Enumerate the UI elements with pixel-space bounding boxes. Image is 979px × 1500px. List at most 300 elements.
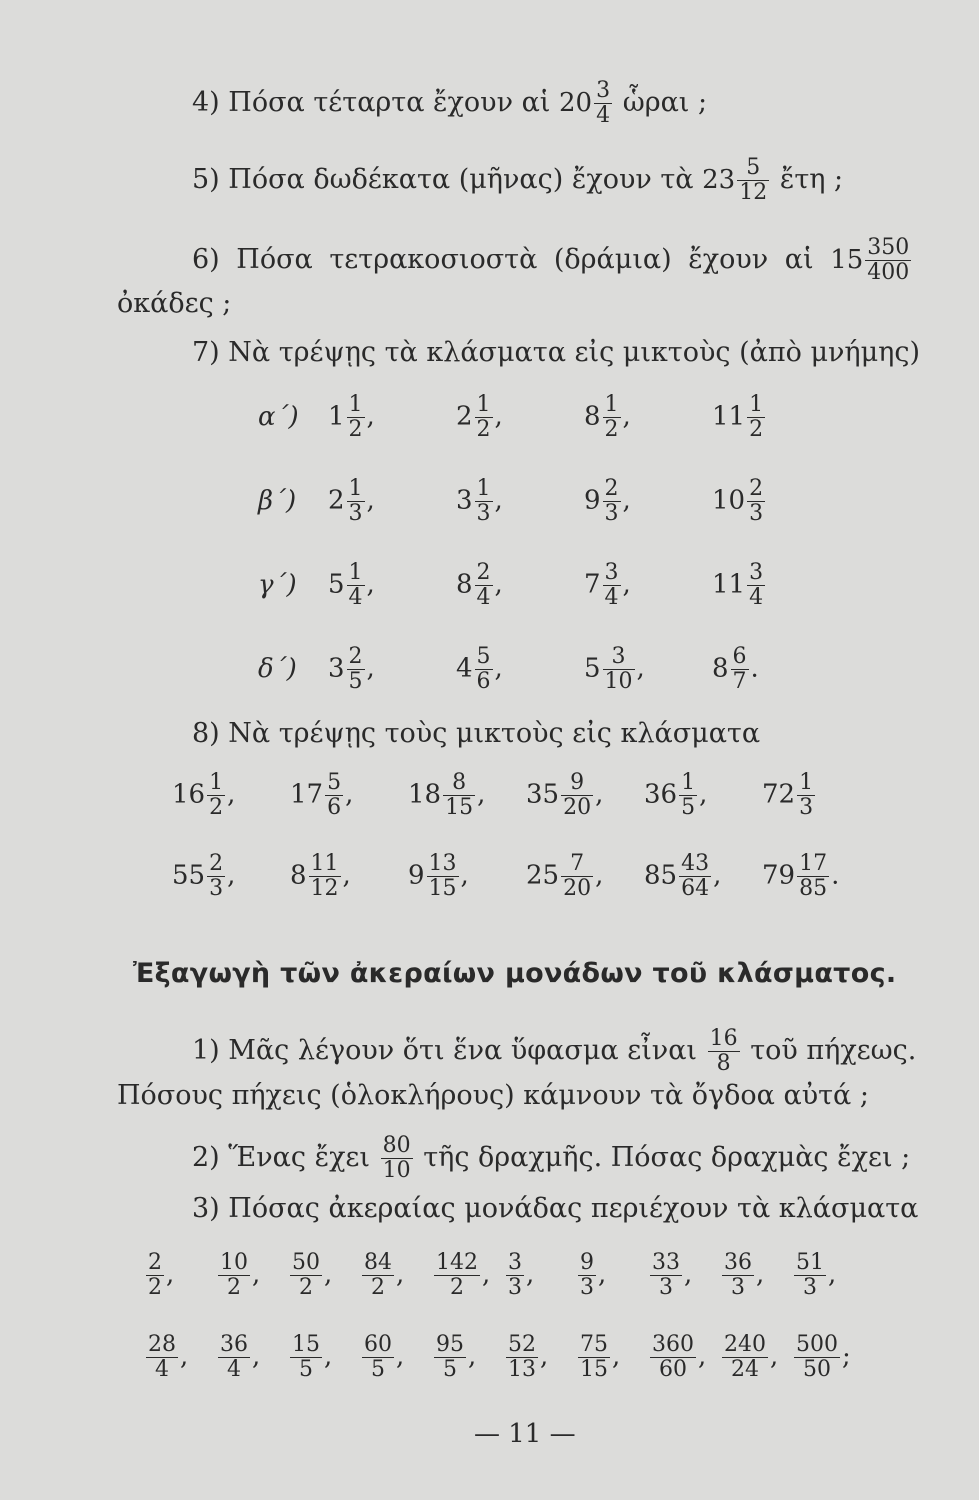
fraction-item: [144, 1333, 216, 1382]
exercise-row: [258, 393, 840, 442]
punctuation: ,: [345, 779, 354, 810]
numerator: 15: [292, 1332, 320, 1357]
punctuation: ,: [595, 779, 604, 810]
punctuation: ,: [366, 485, 375, 516]
punctuation: ,: [494, 653, 503, 684]
numerator: 13: [428, 851, 457, 876]
fraction: [290, 1251, 322, 1300]
punctuation: ,: [756, 1259, 765, 1290]
punctuation: ;: [842, 1341, 851, 1372]
mixed-whole: 5: [584, 653, 601, 684]
exercise-row: [144, 1333, 864, 1382]
denominator: 2: [476, 417, 491, 442]
fraction: [794, 1251, 826, 1300]
mixed-whole: 9: [408, 860, 425, 891]
section-heading: Ἐξαγωγὴ τῶν ἀκεραίων μονάδων τοῦ κλάσματος.: [133, 958, 897, 989]
denominator: 20: [563, 876, 592, 901]
punctuation: .: [750, 653, 759, 684]
mixed-number: [408, 852, 526, 901]
numerator: 1: [476, 392, 491, 417]
punctuation: ,: [713, 860, 722, 891]
denominator: 2: [209, 795, 224, 820]
fraction: [578, 1251, 596, 1300]
denominator: 2: [227, 1275, 241, 1300]
numerator: 2: [476, 560, 491, 585]
fraction: [309, 852, 341, 901]
mixed-number: [456, 561, 584, 610]
fraction-item: [360, 1333, 432, 1382]
mixed-number: [328, 477, 456, 526]
numerator: 240: [724, 1332, 766, 1357]
mixed-number: [172, 771, 290, 820]
punctuation: ,: [366, 653, 375, 684]
fraction: [290, 1333, 322, 1382]
punctuation: .: [831, 860, 840, 891]
punctuation: ,: [684, 1259, 693, 1290]
exercise-6-text: 6) Πόσα τετρακοσιοστὰ (δράμια) ἔχουν αἱ: [192, 244, 814, 275]
denominator: 20: [563, 795, 592, 820]
exercise-row: [172, 852, 880, 901]
fraction-item: [216, 1333, 288, 1382]
punctuation: ,: [622, 569, 631, 600]
numerator: 1: [348, 560, 363, 585]
mixed-whole: 72: [762, 779, 796, 810]
fraction: [603, 477, 621, 526]
mixed-number: [172, 852, 290, 901]
exercise-7-text: 7) Νὰ τρέψῃς τὰ κλάσματα εἰς μικτοὺς (ἀπὸ μνήμης): [192, 337, 920, 368]
denominator: 15: [580, 1357, 608, 1382]
mixed-number: [290, 771, 408, 820]
fraction-item: [648, 1251, 720, 1300]
fraction: [362, 1333, 394, 1382]
punctuation: ,: [252, 1259, 261, 1290]
punctuation: ,: [166, 1259, 175, 1290]
fraction: [475, 561, 493, 610]
fraction: $\frac{80}{10}$: [382, 1133, 411, 1183]
denominator: 3: [476, 501, 491, 526]
mixed-whole: 17: [290, 779, 324, 810]
denominator: 3: [731, 1275, 745, 1300]
mixed-whole: 55: [172, 860, 206, 891]
fraction: [722, 1333, 768, 1382]
fraction: [747, 561, 765, 610]
numerator: 2: [604, 476, 619, 501]
fraction-item: [288, 1251, 360, 1300]
denominator: 3: [580, 1275, 594, 1300]
fraction-item: [648, 1333, 720, 1382]
punctuation: ,: [324, 1341, 333, 1372]
fraction: [146, 1251, 164, 1300]
numerator: 60: [364, 1332, 392, 1357]
numerator: 11: [310, 851, 339, 876]
row-label: δ΄): [258, 653, 297, 684]
fraction: [794, 1333, 840, 1382]
mixed-whole: 35: [526, 779, 560, 810]
fraction: [747, 393, 765, 442]
fraction-item: [504, 1333, 576, 1382]
problem-2-text: 2) Ἕνας ἔχει: [192, 1142, 371, 1173]
denominator: 10: [604, 669, 633, 694]
numerator: 84: [364, 1250, 392, 1275]
punctuation: ,: [540, 1341, 549, 1372]
denominator: 3: [803, 1275, 817, 1300]
mixed-number: [644, 771, 762, 820]
fraction: $\frac{5}{12}$: [739, 155, 768, 205]
punctuation: ,: [252, 1341, 261, 1372]
numerator: 95: [436, 1332, 464, 1357]
numerator: 36: [220, 1332, 248, 1357]
fraction: [475, 393, 493, 442]
fraction: $\frac{3}{4}$: [596, 78, 611, 128]
punctuation: ,: [699, 779, 708, 810]
denominator: 2: [604, 417, 619, 442]
denominator: 2: [749, 417, 764, 442]
numerator: 1: [348, 476, 363, 501]
mixed-whole: 9: [584, 485, 601, 516]
mixed-whole: 18: [408, 779, 442, 810]
mixed-whole: 11: [712, 569, 746, 600]
punctuation: ,: [396, 1341, 405, 1372]
mixed-whole: 5: [328, 569, 345, 600]
mixed-number: [762, 771, 880, 820]
fraction: $\frac{350}{400}$: [867, 235, 910, 285]
exercise-5-text: 5) Πόσα δωδέκατα (μῆνας) ἔχουν τὰ: [192, 164, 694, 195]
numerator: 3: [604, 560, 619, 585]
fraction: [603, 561, 621, 610]
punctuation: ,: [636, 653, 645, 684]
exercise-4-text: 4) Πόσα τέταρτα ἔχουν αἱ: [192, 87, 551, 118]
fraction: [434, 1333, 466, 1382]
mixed-whole: 8: [712, 653, 729, 684]
fraction: [679, 852, 711, 901]
denominator: 4: [155, 1357, 169, 1382]
denominator: 3: [508, 1275, 522, 1300]
fraction: [325, 771, 343, 820]
fraction-item: [792, 1333, 864, 1382]
punctuation: ,: [494, 569, 503, 600]
fraction: [347, 477, 365, 526]
punctuation: ,: [324, 1259, 333, 1290]
fraction: [561, 771, 593, 820]
mixed-whole: 79: [762, 860, 796, 891]
row-label: γ΄): [258, 569, 297, 600]
mixed-whole: 1: [328, 401, 345, 432]
numerator: 7: [561, 852, 593, 877]
denominator: 12: [310, 876, 339, 901]
fraction: [603, 645, 635, 694]
exercise-row: [258, 645, 840, 694]
mixed-number: [712, 477, 840, 526]
punctuation: ,: [698, 1341, 707, 1372]
numerator: 1: [348, 392, 363, 417]
numerator: 50: [292, 1250, 320, 1275]
mixed-number: [456, 645, 584, 694]
denominator: 5: [681, 795, 696, 820]
denominator: 13: [508, 1357, 536, 1382]
fraction-item: [576, 1251, 648, 1300]
denominator: 3: [209, 876, 224, 901]
punctuation: ,: [180, 1341, 189, 1372]
numerator: 9: [561, 771, 593, 796]
fraction-item: [576, 1333, 648, 1382]
numerator: 51: [796, 1250, 824, 1275]
denominator: 2: [348, 417, 363, 442]
row-label: β΄): [258, 485, 297, 516]
denominator: 3: [749, 501, 764, 526]
denominator: 5: [371, 1357, 385, 1382]
exercise-row: [144, 1251, 864, 1300]
punctuation: ,: [227, 779, 236, 810]
mixed-number: [408, 771, 526, 820]
punctuation: ,: [622, 485, 631, 516]
fraction: [506, 1251, 524, 1300]
exercise-8-text: 8) Νὰ τρέψῃς τοὺς μικτοὺς εἰς κλάσματα: [192, 718, 761, 749]
mixed-whole: 15: [830, 245, 864, 275]
numerator: 3: [749, 560, 764, 585]
fraction: [347, 393, 365, 442]
punctuation: ,: [595, 860, 604, 891]
problem-3-text: 3) Πόσας ἀκεραίας μονάδας περιέχουν τὰ κλάσματα: [192, 1193, 919, 1224]
mixed-whole: 11: [712, 401, 746, 432]
numerator: 1: [604, 392, 619, 417]
numerator: 1: [749, 392, 764, 417]
problem-1-text: 1) Μᾶς λέγουν ὅτι ἕνα ὕφασμα εἶναι: [192, 1035, 698, 1066]
fraction-item: [144, 1251, 216, 1300]
denominator: 50: [803, 1357, 831, 1382]
fraction: [146, 1333, 178, 1382]
denominator: 2: [299, 1275, 313, 1300]
punctuation: ,: [342, 860, 351, 891]
denominator: 6: [476, 669, 491, 694]
fraction: [207, 852, 225, 901]
denominator: 5: [299, 1357, 313, 1382]
denominator: 85: [799, 876, 828, 901]
mixed-number: [526, 771, 644, 820]
punctuation: ,: [477, 779, 486, 810]
mixed-whole: 8: [456, 569, 473, 600]
exercise-4-suffix: ὧραι ;: [622, 87, 708, 118]
denominator: 15: [428, 876, 457, 901]
fraction: [506, 1333, 538, 1382]
mixed-whole: 36: [644, 779, 678, 810]
exercise-4: [192, 79, 707, 128]
punctuation: ,: [227, 860, 236, 891]
exercise-5-suffix: ἔτη ;: [779, 164, 844, 195]
fraction: [443, 771, 475, 820]
numerator: 8: [443, 771, 475, 796]
mixed-whole: 10: [712, 485, 746, 516]
fraction-item: [504, 1251, 576, 1300]
page-number: — 11 —: [474, 1419, 576, 1449]
mixed-number: [328, 561, 456, 610]
fraction: [347, 645, 365, 694]
fraction: [427, 852, 459, 901]
mixed-number: [456, 477, 584, 526]
mixed-number: [456, 393, 584, 442]
punctuation: ,: [612, 1341, 621, 1372]
punctuation: ,: [770, 1341, 779, 1372]
denominator: 4: [227, 1357, 241, 1382]
fraction-item: [288, 1333, 360, 1382]
fraction: [475, 477, 493, 526]
mixed-whole: 25: [526, 860, 560, 891]
numerator: 28: [148, 1332, 176, 1357]
denominator: 3: [799, 795, 814, 820]
numerator: 360: [652, 1332, 694, 1357]
denominator: 3: [604, 501, 619, 526]
punctuation: ,: [468, 1341, 477, 1372]
mixed-number: [328, 645, 456, 694]
fraction: [797, 771, 815, 820]
numerator: 1: [476, 476, 491, 501]
mixed-whole: 3: [456, 485, 473, 516]
numerator: 52: [508, 1332, 536, 1357]
mixed-number: [712, 645, 840, 694]
fraction: [650, 1251, 682, 1300]
fraction-item: [432, 1251, 504, 1300]
punctuation: ,: [366, 401, 375, 432]
fraction-item: [432, 1333, 504, 1382]
fraction: [603, 393, 621, 442]
mixed-number: [762, 852, 880, 901]
punctuation: ,: [460, 860, 469, 891]
mixed-whole: 16: [172, 779, 206, 810]
punctuation: ,: [828, 1259, 837, 1290]
denominator: 4: [604, 585, 619, 610]
fraction: [347, 561, 365, 610]
mixed-number: [584, 477, 712, 526]
numerator: 43: [681, 851, 710, 876]
mixed-whole: 2: [456, 401, 473, 432]
exercise-row: [258, 561, 840, 610]
punctuation: ,: [396, 1259, 405, 1290]
problem-2-suffix: τῆς δραχμῆς. Πόσας δραχμὰς ἔχει ;: [423, 1142, 911, 1173]
denominator: 24: [731, 1357, 759, 1382]
problem-1-continuation: Πόσους πήχεις (ὁλοκλήρους) κάμνουν τὰ ὄγδοα αὐτά ;: [117, 1080, 869, 1111]
fraction: [747, 477, 765, 526]
fraction-item: [216, 1251, 288, 1300]
numerator: 2: [209, 851, 224, 876]
numerator: 33: [652, 1250, 680, 1275]
denominator: 2: [450, 1275, 464, 1300]
denominator: 7: [732, 669, 747, 694]
fraction-item: [792, 1251, 864, 1300]
numerator: 3: [603, 645, 635, 670]
mixed-number: [644, 852, 762, 901]
fraction: [731, 645, 749, 694]
fraction: [218, 1333, 250, 1382]
exercise-5: [192, 156, 843, 205]
mixed-whole: 20: [559, 88, 593, 118]
punctuation: ,: [494, 485, 503, 516]
numerator: 3: [508, 1250, 522, 1275]
denominator: 60: [659, 1357, 687, 1382]
numerator: 1: [209, 770, 224, 795]
exercise-row: [258, 477, 840, 526]
denominator: 3: [659, 1275, 673, 1300]
problem-1-suffix: τοῦ πήχεως.: [750, 1035, 917, 1066]
fraction: [679, 771, 697, 820]
denominator: 4: [476, 585, 491, 610]
fraction: [362, 1251, 394, 1300]
denominator: 3: [348, 501, 363, 526]
exercise-6: [192, 236, 913, 285]
mixed-number: [584, 645, 712, 694]
mixed-number: [584, 561, 712, 610]
numerator: 9: [580, 1250, 594, 1275]
mixed-whole: 3: [328, 653, 345, 684]
punctuation: ,: [526, 1259, 535, 1290]
numerator: 5: [476, 644, 491, 669]
punctuation: ,: [366, 569, 375, 600]
fraction-item: [720, 1333, 792, 1382]
mixed-number: [526, 852, 644, 901]
numerator: 2: [148, 1250, 162, 1275]
mixed-whole: 8: [290, 860, 307, 891]
denominator: 4: [348, 585, 363, 610]
numerator: 5: [327, 770, 342, 795]
fraction: [434, 1251, 480, 1300]
denominator: 5: [348, 669, 363, 694]
numerator: 2: [749, 476, 764, 501]
denominator: 5: [443, 1357, 457, 1382]
exercise-row: [172, 771, 880, 820]
mixed-number: [290, 852, 408, 901]
row-label: α΄): [258, 401, 299, 432]
numerator: 36: [724, 1250, 752, 1275]
fraction: [578, 1333, 610, 1382]
fraction: [722, 1251, 754, 1300]
denominator: 2: [148, 1275, 162, 1300]
fraction: [207, 771, 225, 820]
mixed-whole: 7: [584, 569, 601, 600]
mixed-number: [328, 393, 456, 442]
fraction: $\frac{16}{8}$: [709, 1026, 738, 1076]
numerator: 500: [796, 1332, 838, 1357]
fraction: [218, 1251, 250, 1300]
numerator: 2: [348, 644, 363, 669]
problem-1: [192, 1027, 916, 1076]
numerator: 1: [681, 770, 696, 795]
numerator: 10: [220, 1250, 248, 1275]
mixed-number: [584, 393, 712, 442]
mixed-whole: 8: [584, 401, 601, 432]
numerator: 1: [799, 770, 814, 795]
denominator: 6: [327, 795, 342, 820]
numerator: 6: [732, 644, 747, 669]
numerator: 17: [799, 851, 828, 876]
numerator: 75: [580, 1332, 608, 1357]
fraction: [797, 852, 829, 901]
mixed-whole: 4: [456, 653, 473, 684]
punctuation: ,: [622, 401, 631, 432]
fraction: [475, 645, 493, 694]
mixed-number: [712, 393, 840, 442]
denominator: 15: [445, 795, 474, 820]
denominator: 4: [749, 585, 764, 610]
denominator: 64: [681, 876, 710, 901]
punctuation: ,: [598, 1259, 607, 1290]
problem-2: [192, 1134, 910, 1183]
punctuation: ,: [494, 401, 503, 432]
punctuation: ,: [482, 1259, 491, 1290]
numerator: 142: [436, 1250, 478, 1275]
fraction-item: [360, 1251, 432, 1300]
fraction-item: [720, 1251, 792, 1300]
exercise-6-continuation: ὀκάδες ;: [117, 288, 232, 319]
fraction: [650, 1333, 696, 1382]
denominator: 2: [371, 1275, 385, 1300]
